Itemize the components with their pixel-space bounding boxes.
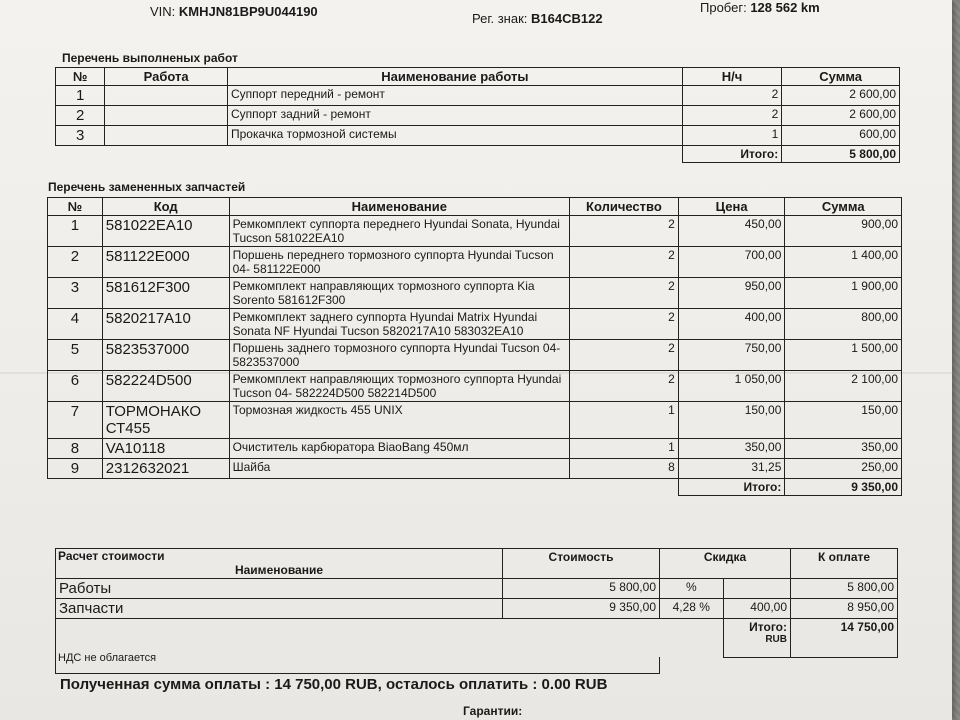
parts-row-price: 350,00: [678, 439, 785, 459]
parts-total-row: [48, 479, 902, 496]
vin-label: VIN:: [150, 4, 176, 19]
parts-col-number: №: [48, 198, 103, 216]
parts-header-row: [48, 198, 902, 216]
vin-value: KMHJN81BP9U044190: [178, 4, 318, 19]
parts-row-sum: 1 400,00: [785, 247, 902, 278]
parts-col-price: Цена: [678, 198, 785, 216]
parts-row-qty: 1: [570, 402, 679, 439]
table-row: [56, 579, 898, 599]
parts-table: [47, 197, 902, 496]
parts-row-number: 9: [48, 459, 103, 479]
works-total-value: 5 800,00: [782, 146, 900, 163]
calc-row-discount-pct: %: [660, 579, 724, 599]
mileage-label: Пробег:: [700, 0, 747, 15]
parts-col-qty: Количество: [570, 198, 679, 216]
parts-row-number: 5: [48, 340, 103, 371]
works-row-name: Прокачка тормозной системы: [228, 126, 683, 146]
works-total-row: [56, 146, 900, 163]
parts-row-number: 1: [48, 216, 103, 247]
calc-nds-spacer: [660, 657, 898, 674]
parts-row-name: Поршень переднего тормозного суппорта Hyundai Tucson 04- 581122E000: [229, 247, 569, 278]
parts-col-name: Наименование: [229, 198, 569, 216]
parts-row-qty: 1: [570, 439, 679, 459]
calc-row-name: Работы: [56, 579, 503, 599]
parts-row-name: Ремкомплект заднего суппорта Hyundai Matrix Hyundai Sonata NF Hyundai Tucson 5820217A10 583032EA10: [229, 309, 569, 340]
parts-title: Перечень замененных запчастей: [48, 180, 246, 194]
table-row: [48, 371, 902, 402]
parts-row-code: 581612F300: [102, 278, 229, 309]
table-row: [48, 459, 902, 479]
works-row-hours: 2: [682, 86, 782, 106]
calc-col-discount: Скидка: [660, 549, 791, 579]
parts-row-qty: 8: [570, 459, 679, 479]
parts-row-name: Тормозная жидкость 455 UNIX: [229, 402, 569, 439]
works-header-row: [56, 68, 900, 86]
parts-total-label: Итого:: [678, 479, 785, 496]
parts-row-sum: 1 500,00: [785, 340, 902, 371]
parts-row-code: VA10118: [102, 439, 229, 459]
table-row: [48, 247, 902, 278]
calc-nds-row: [56, 657, 898, 674]
parts-row-sum: 2 100,00: [785, 371, 902, 402]
calc-row-cost: 9 350,00: [503, 599, 660, 619]
parts-row-name: Ремкомплект суппорта переднего Hyundai Sonata, Hyundai Tucson 581022EA10: [229, 216, 569, 247]
parts-row-price: 150,00: [678, 402, 785, 439]
table-row: [56, 599, 898, 619]
works-row-work: [105, 106, 228, 126]
parts-row-name: Шайба: [229, 459, 569, 479]
table-row: [56, 106, 900, 126]
mileage-line: [700, 0, 820, 15]
works-row-number: 3: [56, 126, 105, 146]
calc-title: Расчет стоимости: [58, 549, 165, 563]
works-col-hours: Н/ч: [682, 68, 782, 86]
calc-row-name: Запчасти: [56, 599, 503, 619]
paper-fold: [0, 372, 952, 374]
works-row-number: 2: [56, 106, 105, 126]
works-table: [55, 67, 900, 163]
parts-row-sum: 250,00: [785, 459, 902, 479]
parts-row-sum: 900,00: [785, 216, 902, 247]
works-row-sum: 2 600,00: [782, 106, 900, 126]
parts-row-price: 700,00: [678, 247, 785, 278]
calc-row-pay: 5 800,00: [791, 579, 898, 599]
parts-row-name: Поршень заднего тормозного суппорта Hyundai Tucson 04- 5823537000: [229, 340, 569, 371]
calc-row-cost: 5 800,00: [503, 579, 660, 599]
parts-row-price: 450,00: [678, 216, 785, 247]
reg-value: В164СВ122: [531, 11, 603, 26]
parts-row-code: 5820217A10: [102, 309, 229, 340]
received-payment-line: Полученная сумма оплаты : 14 750,00 RUB, осталось оплатить : 0.00 RUB: [60, 676, 608, 693]
works-row-hours: 1: [682, 126, 782, 146]
calc-total-row: [56, 619, 898, 658]
works-col-number: №: [56, 68, 105, 86]
table-row: [56, 126, 900, 146]
works-row-sum: 2 600,00: [782, 86, 900, 106]
parts-row-code: 581022EA10: [102, 216, 229, 247]
table-row: [48, 402, 902, 439]
guarantee-title: Гарантии:: [463, 704, 523, 718]
works-row-hours: 2: [682, 106, 782, 126]
calc-total-label-cell: [723, 619, 790, 658]
parts-row-number: 7: [48, 402, 103, 439]
parts-row-code: ТОРМОНАКО СТ455: [102, 402, 229, 439]
parts-row-number: 4: [48, 309, 103, 340]
calc-total-currency: RUB: [765, 634, 787, 645]
works-row-work: [105, 86, 228, 106]
parts-row-name: Ремкомплект направляющих тормозного суппорта Hyundai Tucson 04- 582224D500 582214D500: [229, 371, 569, 402]
parts-row-code: 5823537000: [102, 340, 229, 371]
table-row: [48, 278, 902, 309]
parts-row-sum: 150,00: [785, 402, 902, 439]
mileage-value: 128 562 km: [750, 0, 820, 15]
parts-row-price: 31,25: [678, 459, 785, 479]
parts-row-qty: 2: [570, 278, 679, 309]
calc-col-cost: Стоимость: [503, 549, 660, 579]
parts-row-sum: 350,00: [785, 439, 902, 459]
reg-label: Рег. знак:: [472, 11, 528, 26]
parts-row-number: 6: [48, 371, 103, 402]
calc-row-discount-value: 400,00: [723, 599, 790, 619]
table-row: [48, 340, 902, 371]
table-row: [48, 309, 902, 340]
parts-row-price: 400,00: [678, 309, 785, 340]
calc-col-name: Наименование: [56, 549, 503, 579]
calc-header-row: [56, 549, 898, 579]
nds-note: НДС не облагается: [58, 652, 157, 664]
parts-row-code: 581122E000: [102, 247, 229, 278]
parts-row-number: 3: [48, 278, 103, 309]
works-col-sum: Сумма: [782, 68, 900, 86]
parts-row-price: 950,00: [678, 278, 785, 309]
parts-total-spacer: [48, 479, 679, 496]
works-row-name: Суппорт задний - ремонт: [228, 106, 683, 126]
works-row-number: 1: [56, 86, 105, 106]
works-row-sum: 600,00: [782, 126, 900, 146]
parts-row-price: 750,00: [678, 340, 785, 371]
vin-line: [150, 4, 318, 19]
works-col-name: Наименование работы: [228, 68, 683, 86]
table-row: [56, 86, 900, 106]
calc-col-pay: К оплате: [791, 549, 898, 579]
calc-total-label: Итого:: [749, 620, 787, 634]
table-row: [48, 216, 902, 247]
parts-col-sum: Сумма: [785, 198, 902, 216]
calc-row-discount-value: [723, 579, 790, 599]
parts-row-name: Ремкомплект направляющих тормозного суппорта Kia Sorento 581612F300: [229, 278, 569, 309]
parts-row-sum: 1 900,00: [785, 278, 902, 309]
parts-row-qty: 2: [570, 216, 679, 247]
parts-row-name: Очиститель карбюратора BiaoBang 450мл: [229, 439, 569, 459]
parts-row-qty: 2: [570, 340, 679, 371]
works-row-name: Суппорт передний - ремонт: [228, 86, 683, 106]
calc-table: [55, 548, 898, 674]
works-total-spacer: [56, 146, 683, 163]
calc-total-value: 14 750,00: [791, 619, 898, 658]
works-row-work: [105, 126, 228, 146]
calc-row-pay: 8 950,00: [791, 599, 898, 619]
works-total-label: Итого:: [682, 146, 782, 163]
parts-row-code: 582224D500: [102, 371, 229, 402]
parts-row-qty: 2: [570, 309, 679, 340]
parts-total-value: 9 350,00: [785, 479, 902, 496]
parts-row-sum: 800,00: [785, 309, 902, 340]
works-col-work: Работа: [105, 68, 228, 86]
parts-col-code: Код: [102, 198, 229, 216]
calc-row-discount-pct: 4,28 %: [660, 599, 724, 619]
parts-row-number: 2: [48, 247, 103, 278]
parts-row-qty: 2: [570, 247, 679, 278]
parts-row-number: 8: [48, 439, 103, 459]
reg-line: [472, 11, 603, 26]
table-row: [48, 439, 902, 459]
works-title: Перечень выполненых работ: [62, 51, 238, 65]
parts-row-code: 2312632021: [102, 459, 229, 479]
parts-row-qty: 2: [570, 371, 679, 402]
parts-row-price: 1 050,00: [678, 371, 785, 402]
